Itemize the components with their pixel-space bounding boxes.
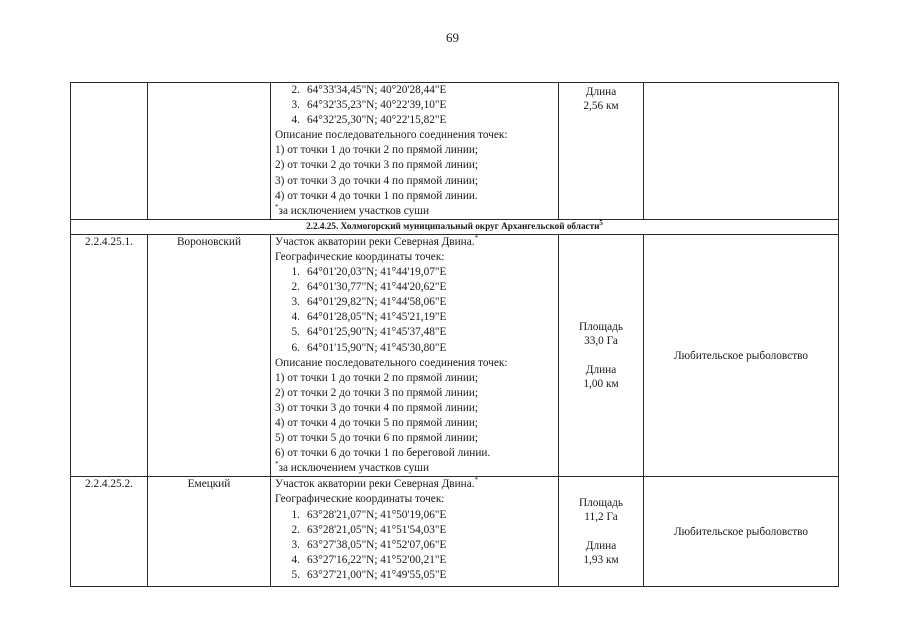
row-description-cell xyxy=(271,477,559,587)
connection-item: 3) от точки 3 до точки 4 по прямой линии; xyxy=(275,174,479,187)
coordinate-item: 2. 63°28'21,05"N; 41°51'54,03"E xyxy=(291,523,447,536)
row-name-cell: Емецкий xyxy=(148,477,271,587)
coordinate-item: 3. 63°27'38,05"N; 41°52'07,06"E xyxy=(291,538,447,551)
coordinate-item: 3. 64°01'29,82"N; 41°44'58,06"E xyxy=(291,296,447,309)
table-row xyxy=(71,234,839,477)
section-title: 2.2.4.25. Холмогорский муниципальный округ Архангельской области$^5$ xyxy=(71,219,839,234)
coordinate-item: 6. 64°01'15,90"N; 41°45'30,80"E xyxy=(291,341,447,354)
coordinate-item: 5. 64°01'25,90"N; 41°45'37,48"E xyxy=(291,326,447,339)
length-label: Длина xyxy=(585,86,617,98)
connection-item: 6) от точки 6 до точки 1 по береговой линии. xyxy=(275,447,491,460)
row-size-cell xyxy=(559,234,644,477)
length-label: Длина xyxy=(585,364,617,377)
coordinate-item: 3. 64°32'35,23"N; 40°22'39,10"E xyxy=(291,99,447,112)
row-number-cell: 2.2.4.25.1. xyxy=(71,234,148,477)
area-label: Площадь xyxy=(578,497,624,510)
row-number-cell xyxy=(71,83,148,220)
row-size-cell xyxy=(559,477,644,587)
area-label: Площадь xyxy=(578,321,624,334)
coordinate-item: 5. 63°27'21,00"N; 41°49'55,05"E xyxy=(291,568,447,581)
coordinate-item: 1. 63°28'21,07"N; 41°50'19,06"E xyxy=(291,508,447,521)
area-title: Участок акватории реки Северная Двина.* xyxy=(275,233,479,248)
section-header-row xyxy=(71,219,839,234)
coordinate-item: 2. 64°33'34,45"N; 40°20'28,44"E xyxy=(291,84,447,96)
row-usage-cell: Любительское рыболовство xyxy=(644,234,839,477)
connection-item: 4) от точки 4 до точки 1 по прямой линии. xyxy=(275,189,478,202)
footnote-text: *за исключением участков суши xyxy=(275,460,430,475)
coordinate-item: 2. 64°01'30,77"N; 41°44'20,62"E xyxy=(291,281,447,294)
row-name-cell xyxy=(148,83,271,220)
row-number-cell: 2.2.4.25.2. xyxy=(71,477,148,587)
length-value: 2,56 км xyxy=(583,100,619,112)
coordinates-title: Географические координаты точек: xyxy=(275,250,445,263)
coordinate-item: 4. 64°32'25,30"N; 40°22'15,82"E xyxy=(291,114,447,127)
row-description-cell xyxy=(271,234,559,477)
area-value: 33,0 Га xyxy=(584,335,618,348)
connection-description-title: Описание последовательного соединения точек: xyxy=(275,129,508,142)
length-label: Длина xyxy=(585,540,617,553)
row-usage-cell xyxy=(644,83,839,220)
row-description-cell xyxy=(271,83,559,220)
connection-item: 3) от точки 3 до точки 4 по прямой линии; xyxy=(275,401,479,414)
length-value: 1,00 км xyxy=(583,378,619,391)
coordinate-item: 1. 64°01'20,03"N; 41°44'19,07"E xyxy=(291,266,447,279)
length-value: 1,93 км xyxy=(583,554,619,567)
connection-item: 4) от точки 4 до точки 5 по прямой линии; xyxy=(275,416,479,429)
footnote-text: *за исключением участков суши xyxy=(275,202,430,217)
area-value: 11,2 Га xyxy=(584,511,618,524)
row-usage-cell: Любительское рыболовство xyxy=(644,477,839,587)
connection-description-title: Описание последовательного соединения точек: xyxy=(275,356,508,369)
area-title: Участок акватории реки Северная Двина.* xyxy=(275,476,479,491)
coordinates-title: Географические координаты точек: xyxy=(275,493,445,506)
connection-item: 1) от точки 1 до точки 2 по прямой линии; xyxy=(275,371,479,384)
page-number: 69 xyxy=(446,30,459,45)
table-row xyxy=(71,83,839,220)
coordinate-item: 4. 63°27'16,22"N; 41°52'00,21"E xyxy=(291,553,447,566)
connection-item: 2) от точки 2 до точки 3 по прямой линии; xyxy=(275,159,479,172)
connection-item: 5) от точки 5 до точки 6 по прямой линии; xyxy=(275,432,479,445)
connection-item: 2) от точки 2 до точки 3 по прямой линии; xyxy=(275,386,479,399)
coordinate-item: 4. 64°01'28,05"N; 41°45'21,19"E xyxy=(291,311,447,324)
row-size-cell xyxy=(559,83,644,220)
connection-item: 1) от точки 1 до точки 2 по прямой линии; xyxy=(275,144,479,157)
fishing-areas-table xyxy=(70,82,839,587)
table-row xyxy=(71,477,839,587)
row-name-cell: Вороновский xyxy=(148,234,271,477)
